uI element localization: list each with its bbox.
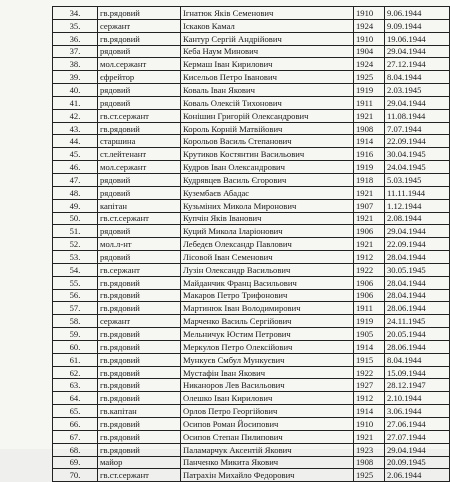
date-cell: 2.03.1945 bbox=[385, 84, 450, 97]
name-cell: Ігнатюк Яків Семенович bbox=[181, 7, 354, 20]
row-number: 57. bbox=[53, 302, 98, 315]
date-cell: 24.04.1945 bbox=[385, 161, 450, 174]
date-cell: 9.09.1944 bbox=[385, 19, 450, 32]
row-number: 63. bbox=[53, 379, 98, 392]
row-number: 60. bbox=[53, 340, 98, 353]
name-cell: Патрахін Михайло Федорович bbox=[181, 469, 354, 482]
rank-cell: гв.сержант bbox=[98, 263, 181, 276]
row-number: 68. bbox=[53, 443, 98, 456]
name-cell: Мустафін Іван Якович bbox=[181, 366, 354, 379]
row-number: 62. bbox=[53, 366, 98, 379]
birth-year-cell: 1906 bbox=[354, 289, 385, 302]
date-cell: 28.06.1944 bbox=[385, 340, 450, 353]
date-cell: 27.06.1944 bbox=[385, 418, 450, 431]
table-row bbox=[53, 353, 450, 366]
name-cell: Крутиков Костянтин Васильович bbox=[181, 148, 354, 161]
birth-year-cell: 1927 bbox=[354, 379, 385, 392]
name-cell: Паламарчук Аксентій Якович bbox=[181, 443, 354, 456]
name-cell: Корольов Василь Степанович bbox=[181, 135, 354, 148]
row-number: 37. bbox=[53, 45, 98, 58]
date-cell: 28.06.1944 bbox=[385, 302, 450, 315]
date-cell: 24.11.1945 bbox=[385, 315, 450, 328]
row-number: 48. bbox=[53, 186, 98, 199]
row-number: 55. bbox=[53, 276, 98, 289]
row-number: 47. bbox=[53, 173, 98, 186]
table-row bbox=[53, 469, 450, 482]
row-number: 66. bbox=[53, 418, 98, 431]
date-cell: 29.04.1944 bbox=[385, 225, 450, 238]
row-number: 56. bbox=[53, 289, 98, 302]
name-cell: Марченко Василь Сергійович bbox=[181, 315, 354, 328]
birth-year-cell: 1912 bbox=[354, 251, 385, 264]
rank-cell: гв.капітан bbox=[98, 405, 181, 418]
birth-year-cell: 1911 bbox=[354, 302, 385, 315]
row-number: 38. bbox=[53, 58, 98, 71]
row-number: 61. bbox=[53, 353, 98, 366]
rank-cell: гв.рядовий bbox=[98, 289, 181, 302]
row-number: 67. bbox=[53, 430, 98, 443]
table-row bbox=[53, 186, 450, 199]
name-cell: Купчін Яків Іванович bbox=[181, 212, 354, 225]
date-cell: 3.06.1944 bbox=[385, 405, 450, 418]
name-cell: Лузін Олександр Васильович bbox=[181, 263, 354, 276]
birth-year-cell: 1905 bbox=[354, 328, 385, 341]
row-number: 65. bbox=[53, 405, 98, 418]
rank-cell: сержант bbox=[98, 19, 181, 32]
rank-cell: гв.рядовий bbox=[98, 276, 181, 289]
row-number: 50. bbox=[53, 212, 98, 225]
birth-year-cell: 1910 bbox=[354, 7, 385, 20]
date-cell: 7.07.1944 bbox=[385, 122, 450, 135]
row-number: 34. bbox=[53, 7, 98, 20]
table-row bbox=[53, 109, 450, 122]
rank-cell: мол.сержант bbox=[98, 58, 181, 71]
rank-cell: гв.рядовий bbox=[98, 366, 181, 379]
table-row bbox=[53, 45, 450, 58]
birth-year-cell: 1924 bbox=[354, 19, 385, 32]
name-cell: Мельничук Юстим Петрович bbox=[181, 328, 354, 341]
date-cell: 15.09.1944 bbox=[385, 366, 450, 379]
name-cell: Кантур Сергій Андрійович bbox=[181, 32, 354, 45]
date-cell: 28.04.1944 bbox=[385, 289, 450, 302]
date-cell: 20.05.1944 bbox=[385, 328, 450, 341]
birth-year-cell: 1919 bbox=[354, 161, 385, 174]
row-number: 41. bbox=[53, 96, 98, 109]
table-row bbox=[53, 148, 450, 161]
table-row bbox=[53, 212, 450, 225]
row-number: 40. bbox=[53, 84, 98, 97]
table-row bbox=[53, 173, 450, 186]
name-cell: Конішин Григорій Олександрович bbox=[181, 109, 354, 122]
rank-cell: рядовий bbox=[98, 96, 181, 109]
row-number: 36. bbox=[53, 32, 98, 45]
row-number: 53. bbox=[53, 251, 98, 264]
table-row bbox=[53, 19, 450, 32]
table-row bbox=[53, 443, 450, 456]
rank-cell: рядовий bbox=[98, 173, 181, 186]
rank-cell: рядовий bbox=[98, 251, 181, 264]
birth-year-cell: 1924 bbox=[354, 58, 385, 71]
table-row bbox=[53, 430, 450, 443]
table-row bbox=[53, 392, 450, 405]
table-row bbox=[53, 58, 450, 71]
date-cell: 27.07.1944 bbox=[385, 430, 450, 443]
name-cell: Лісовой Іван Семенович bbox=[181, 251, 354, 264]
date-cell: 2.06.1944 bbox=[385, 469, 450, 482]
birth-year-cell: 1921 bbox=[354, 186, 385, 199]
birth-year-cell: 1922 bbox=[354, 263, 385, 276]
date-cell: 28.04.1944 bbox=[385, 276, 450, 289]
name-cell: Кисельов Петро Іванович bbox=[181, 71, 354, 84]
date-cell: 20.09.1945 bbox=[385, 456, 450, 469]
table-row bbox=[53, 328, 450, 341]
row-number: 46. bbox=[53, 161, 98, 174]
birth-year-cell: 1919 bbox=[354, 315, 385, 328]
birth-year-cell: 1921 bbox=[354, 430, 385, 443]
name-cell: Коваль Іван Якович bbox=[181, 84, 354, 97]
birth-year-cell: 1921 bbox=[354, 212, 385, 225]
date-cell: 29.04.1944 bbox=[385, 45, 450, 58]
birth-year-cell: 1907 bbox=[354, 199, 385, 212]
table-row bbox=[53, 225, 450, 238]
birth-year-cell: 1912 bbox=[354, 392, 385, 405]
row-number: 54. bbox=[53, 263, 98, 276]
row-number: 58. bbox=[53, 315, 98, 328]
rank-cell: рядовий bbox=[98, 84, 181, 97]
date-cell: 5.03.1945 bbox=[385, 173, 450, 186]
table-row bbox=[53, 340, 450, 353]
rank-cell: гв.рядовий bbox=[98, 430, 181, 443]
roster-body bbox=[53, 7, 450, 482]
rank-cell: гв.рядовий bbox=[98, 353, 181, 366]
table-row bbox=[53, 302, 450, 315]
name-cell: Кудрявцев Василь Єгорович bbox=[181, 173, 354, 186]
birth-year-cell: 1914 bbox=[354, 135, 385, 148]
name-cell: Орлов Петро Георгійович bbox=[181, 405, 354, 418]
date-cell: 29.04.1944 bbox=[385, 96, 450, 109]
rank-cell: мол.л-нт bbox=[98, 238, 181, 251]
rank-cell: рядовий bbox=[98, 45, 181, 58]
table-row bbox=[53, 418, 450, 431]
birth-year-cell: 1914 bbox=[354, 405, 385, 418]
rank-cell: ст.лейтенант bbox=[98, 148, 181, 161]
row-number: 44. bbox=[53, 135, 98, 148]
row-number: 69. bbox=[53, 456, 98, 469]
table-row bbox=[53, 135, 450, 148]
name-cell: Меркулов Петро Олексійович bbox=[181, 340, 354, 353]
date-cell: 22.09.1944 bbox=[385, 238, 450, 251]
birth-year-cell: 1914 bbox=[354, 340, 385, 353]
rank-cell: старшина bbox=[98, 135, 181, 148]
rank-cell: майор bbox=[98, 456, 181, 469]
rank-cell: гв.рядовий bbox=[98, 302, 181, 315]
rank-cell: сержант bbox=[98, 315, 181, 328]
birth-year-cell: 1923 bbox=[354, 443, 385, 456]
rank-cell: мол.сержант bbox=[98, 161, 181, 174]
row-number: 49. bbox=[53, 199, 98, 212]
table-row bbox=[53, 456, 450, 469]
table-row bbox=[53, 289, 450, 302]
rank-cell: рядовий bbox=[98, 186, 181, 199]
table-row bbox=[53, 315, 450, 328]
date-cell: 8.04.1944 bbox=[385, 353, 450, 366]
table-row bbox=[53, 161, 450, 174]
row-number: 45. bbox=[53, 148, 98, 161]
birth-year-cell: 1908 bbox=[354, 456, 385, 469]
birth-year-cell: 1906 bbox=[354, 276, 385, 289]
birth-year-cell: 1922 bbox=[354, 366, 385, 379]
rank-cell: гв.ст.сержант bbox=[98, 212, 181, 225]
name-cell: Осипов Роман Йосипович bbox=[181, 418, 354, 431]
name-cell: Макаров Петро Трифонович bbox=[181, 289, 354, 302]
name-cell: Панченко Микита Якович bbox=[181, 456, 354, 469]
date-cell: 2.10.1944 bbox=[385, 392, 450, 405]
table-row bbox=[53, 405, 450, 418]
rank-cell: гв.рядовий bbox=[98, 32, 181, 45]
row-number: 51. bbox=[53, 225, 98, 238]
rank-cell: гв.рядовий bbox=[98, 379, 181, 392]
date-cell: 28.04.1944 bbox=[385, 251, 450, 264]
name-cell: Кеба Наум Минович bbox=[181, 45, 354, 58]
name-cell: Кузьміних Микола Миронович bbox=[181, 199, 354, 212]
date-cell: 19.06.1944 bbox=[385, 32, 450, 45]
row-number: 43. bbox=[53, 122, 98, 135]
table-row bbox=[53, 122, 450, 135]
table-row bbox=[53, 96, 450, 109]
table-row bbox=[53, 366, 450, 379]
date-cell: 30.04.1945 bbox=[385, 148, 450, 161]
birth-year-cell: 1921 bbox=[354, 238, 385, 251]
birth-year-cell: 1918 bbox=[354, 173, 385, 186]
name-cell: Мартинюк Іван Володимирович bbox=[181, 302, 354, 315]
name-cell: Кудров Іван Олександрович bbox=[181, 161, 354, 174]
name-cell: Никаноров Лев Васильович bbox=[181, 379, 354, 392]
table-row bbox=[53, 263, 450, 276]
name-cell: Майданчик Франц Васильович bbox=[181, 276, 354, 289]
birth-year-cell: 1910 bbox=[354, 418, 385, 431]
row-number: 52. bbox=[53, 238, 98, 251]
name-cell: Олешко Іван Кирилович bbox=[181, 392, 354, 405]
date-cell: 8.04.1944 bbox=[385, 71, 450, 84]
date-cell: 29.04.1944 bbox=[385, 443, 450, 456]
table-row bbox=[53, 238, 450, 251]
birth-year-cell: 1925 bbox=[354, 71, 385, 84]
table-row bbox=[53, 379, 450, 392]
roster-table bbox=[52, 6, 450, 482]
name-cell: Король Корній Матвійович bbox=[181, 122, 354, 135]
birth-year-cell: 1921 bbox=[354, 109, 385, 122]
rank-cell: гв.рядовий bbox=[98, 392, 181, 405]
table-row bbox=[53, 84, 450, 97]
date-cell: 1.12.1944 bbox=[385, 199, 450, 212]
birth-year-cell: 1910 bbox=[354, 32, 385, 45]
name-cell: Іскаков Камал bbox=[181, 19, 354, 32]
birth-year-cell: 1915 bbox=[354, 353, 385, 366]
name-cell: Куций Микола Іларіонович bbox=[181, 225, 354, 238]
birth-year-cell: 1919 bbox=[354, 84, 385, 97]
table-row bbox=[53, 251, 450, 264]
row-number: 35. bbox=[53, 19, 98, 32]
date-cell: 11.08.1944 bbox=[385, 109, 450, 122]
date-cell: 28.12.1947 bbox=[385, 379, 450, 392]
rank-cell: єфрейтор bbox=[98, 71, 181, 84]
date-cell: 30.05.1945 bbox=[385, 263, 450, 276]
date-cell: 9.06.1944 bbox=[385, 7, 450, 20]
birth-year-cell: 1916 bbox=[354, 148, 385, 161]
rank-cell: рядовий bbox=[98, 225, 181, 238]
rank-cell: гв.рядовий bbox=[98, 7, 181, 20]
row-number: 42. bbox=[53, 109, 98, 122]
row-number: 70. bbox=[53, 469, 98, 482]
rank-cell: гв.рядовий bbox=[98, 340, 181, 353]
name-cell: Кузембаєв Абадас bbox=[181, 186, 354, 199]
rank-cell: гв.ст.сержант bbox=[98, 109, 181, 122]
rank-cell: гв.рядовий bbox=[98, 418, 181, 431]
name-cell: Лебедєв Олександр Павлович bbox=[181, 238, 354, 251]
table-row bbox=[53, 7, 450, 20]
name-cell: Осипов Степан Пилипович bbox=[181, 430, 354, 443]
name-cell: Кермаш Іван Кирилович bbox=[181, 58, 354, 71]
date-cell: 11.11.1944 bbox=[385, 186, 450, 199]
date-cell: 22.09.1944 bbox=[385, 135, 450, 148]
birth-year-cell: 1906 bbox=[354, 225, 385, 238]
rank-cell: капітан bbox=[98, 199, 181, 212]
birth-year-cell: 1925 bbox=[354, 469, 385, 482]
name-cell: Коваль Олексій Тихонович bbox=[181, 96, 354, 109]
row-number: 64. bbox=[53, 392, 98, 405]
rank-cell: гв.рядовий bbox=[98, 443, 181, 456]
date-cell: 27.12.1944 bbox=[385, 58, 450, 71]
name-cell: Мункуєв Смбул Мункуєвич bbox=[181, 353, 354, 366]
table-row bbox=[53, 71, 450, 84]
birth-year-cell: 1911 bbox=[354, 96, 385, 109]
birth-year-cell: 1908 bbox=[354, 122, 385, 135]
table-row bbox=[53, 276, 450, 289]
table-row bbox=[53, 32, 450, 45]
date-cell: 2.08.1944 bbox=[385, 212, 450, 225]
birth-year-cell: 1904 bbox=[354, 45, 385, 58]
rank-cell: гв.рядовий bbox=[98, 328, 181, 341]
rank-cell: гв.рядовий bbox=[98, 122, 181, 135]
rank-cell: гв.ст.сержант bbox=[98, 469, 181, 482]
table-row bbox=[53, 199, 450, 212]
row-number: 59. bbox=[53, 328, 98, 341]
row-number: 39. bbox=[53, 71, 98, 84]
